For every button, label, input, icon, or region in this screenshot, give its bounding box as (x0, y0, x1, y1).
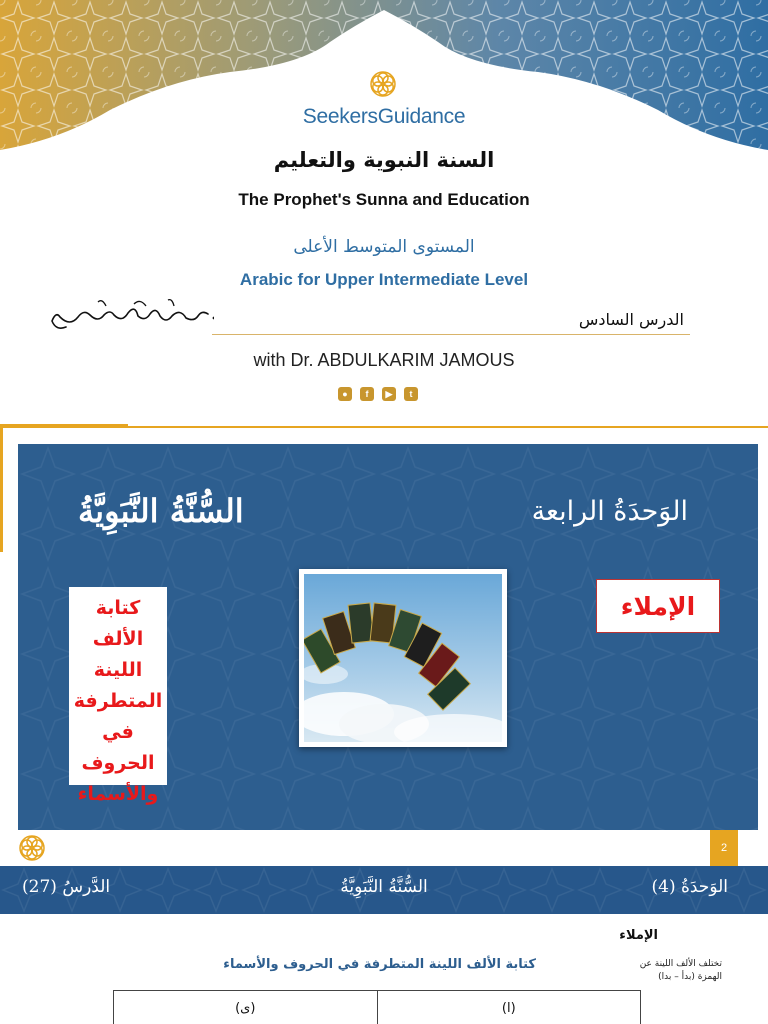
lesson-number-label: الدرس السادس (578, 310, 684, 329)
topic-line: كتابة (95, 597, 141, 619)
podcast-icon[interactable]: ● (338, 387, 352, 401)
page-number: 2 (710, 830, 738, 866)
header-lesson: الدَّرسُ (27) (22, 877, 111, 897)
cover-page (0, 0, 768, 420)
section-heading: كتابة الألف اللينة المتطرفة في الحروف والأسماء (223, 957, 536, 972)
lesson-header-bar (0, 866, 768, 914)
slide-panel (18, 444, 758, 830)
header-unit: الوَحدَةُ (4) (651, 877, 728, 897)
slide-page (0, 424, 768, 866)
twitter-icon[interactable]: t (404, 387, 418, 401)
imlaa-heading: الإملاء (619, 928, 658, 943)
accent-line (128, 426, 768, 428)
youtube-icon[interactable]: ▶ (382, 387, 396, 401)
topic-line: المتطرفة في (73, 690, 163, 743)
imlaa-box (596, 579, 720, 633)
social-links (338, 387, 418, 401)
instructor-name: with Dr. ABDULKARIM JAMOUS (253, 350, 515, 370)
unit-title: الوَحدَةُ الرابعة (531, 496, 688, 527)
topic-box (69, 587, 167, 805)
books-photo-frame (299, 569, 507, 747)
table-header-cell: (ى) (235, 1001, 256, 1016)
comparison-table-header (113, 990, 641, 1024)
facebook-icon[interactable]: f (360, 387, 374, 401)
accent-bar (0, 424, 128, 428)
accent-side-bar (0, 424, 3, 552)
english-course-title: The Prophet's Sunna and Education (238, 190, 530, 209)
table-header-cell: (ا) (377, 991, 641, 1024)
arabic-course-title: السنة النبوية والتعليم (273, 148, 495, 172)
seekersguidance-logo-icon (18, 834, 46, 862)
topic-line: والأسماء (77, 783, 159, 805)
signature-divider (212, 334, 690, 335)
lesson-body (0, 914, 768, 1024)
arabic-level-title: المستوى المتوسط الأعلى (293, 237, 475, 257)
sunna-title: السُّنَّةُ النَّبَوِيَّةُ (78, 492, 244, 530)
english-level-title: Arabic for Upper Intermediate Level (239, 270, 529, 289)
topic-line: الحروف (81, 752, 155, 774)
seekersguidance-logo-icon (369, 70, 397, 98)
hadith-books-image (304, 574, 502, 742)
header-title: السُّنَّةُ النَّبَوِيَّةُ (340, 877, 428, 897)
instructor-signature (38, 296, 214, 338)
brand-name: SeekersGuidance (302, 105, 466, 128)
imlaa-label: الإملاء (620, 591, 696, 621)
side-note: تختلف الألف اللينة عن الهمزة (بدأ – بدا) (639, 959, 722, 982)
topic-line: الألف اللينة (92, 628, 144, 681)
